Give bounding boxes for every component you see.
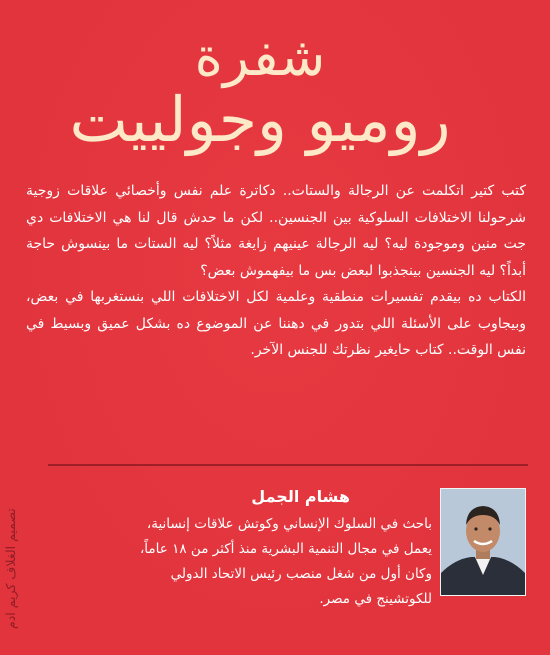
- blurb-paragraph-2: الكتاب ده بيقدم تفسيرات منطقية وعلمية لكل الاختلافات اللي بنستغربها في بعض، وبيجاوب على الأسئلة اللي بتدور في دهننا عن الموضوع ده بشكل عميق وبسيط في نفس الوقت.. كتاب حايغير نظرتك للجنس الآخر.: [26, 289, 526, 358]
- author-bio: [62, 512, 432, 612]
- author-bio-line-3: وكان أول من شغل منصب رئيس الاتحاد الدولي: [170, 566, 432, 582]
- author-name: هشام الجمل: [251, 487, 350, 506]
- author-bio-line-1: باحث في السلوك الإنساني وكوتش علاقات إنسانية،: [146, 516, 432, 532]
- section-divider: [48, 464, 528, 466]
- author-portrait-icon: [441, 489, 525, 595]
- blurb-paragraph-1: كتب كتير اتكلمت عن الرجالة والستات.. دكاترة علم نفس وأخصائي علاقات زوجية شرحولنا الاختلافات السلوكية بين الجنسين.. لكن ما حدش قال لنا هي الاختلافات دي جت منين وموجودة ليه؟ ليه الرجالة عينيهم زايغة مثلاً؟ ليه الستات ما بينسوش حاجة أبداً؟ ليه الجنسين بينجذبوا لبعض بس ما بيفهموش بعض؟: [26, 183, 526, 279]
- author-photo: [440, 488, 526, 596]
- book-title: [40, 25, 480, 156]
- author-bio-line-4: للكوتشينج في مصر.: [319, 591, 432, 607]
- cover-design-credit: تصميم الغلاف كريم ادم: [3, 508, 18, 630]
- book-blurb: [26, 178, 526, 364]
- title-line-2: روميو وجولييت: [69, 83, 451, 156]
- title-line-1: شفرة: [194, 25, 326, 88]
- author-bio-line-2: يعمل في مجال التنمية البشرية منذ أكثر من ١٨ عاماً،: [139, 541, 432, 557]
